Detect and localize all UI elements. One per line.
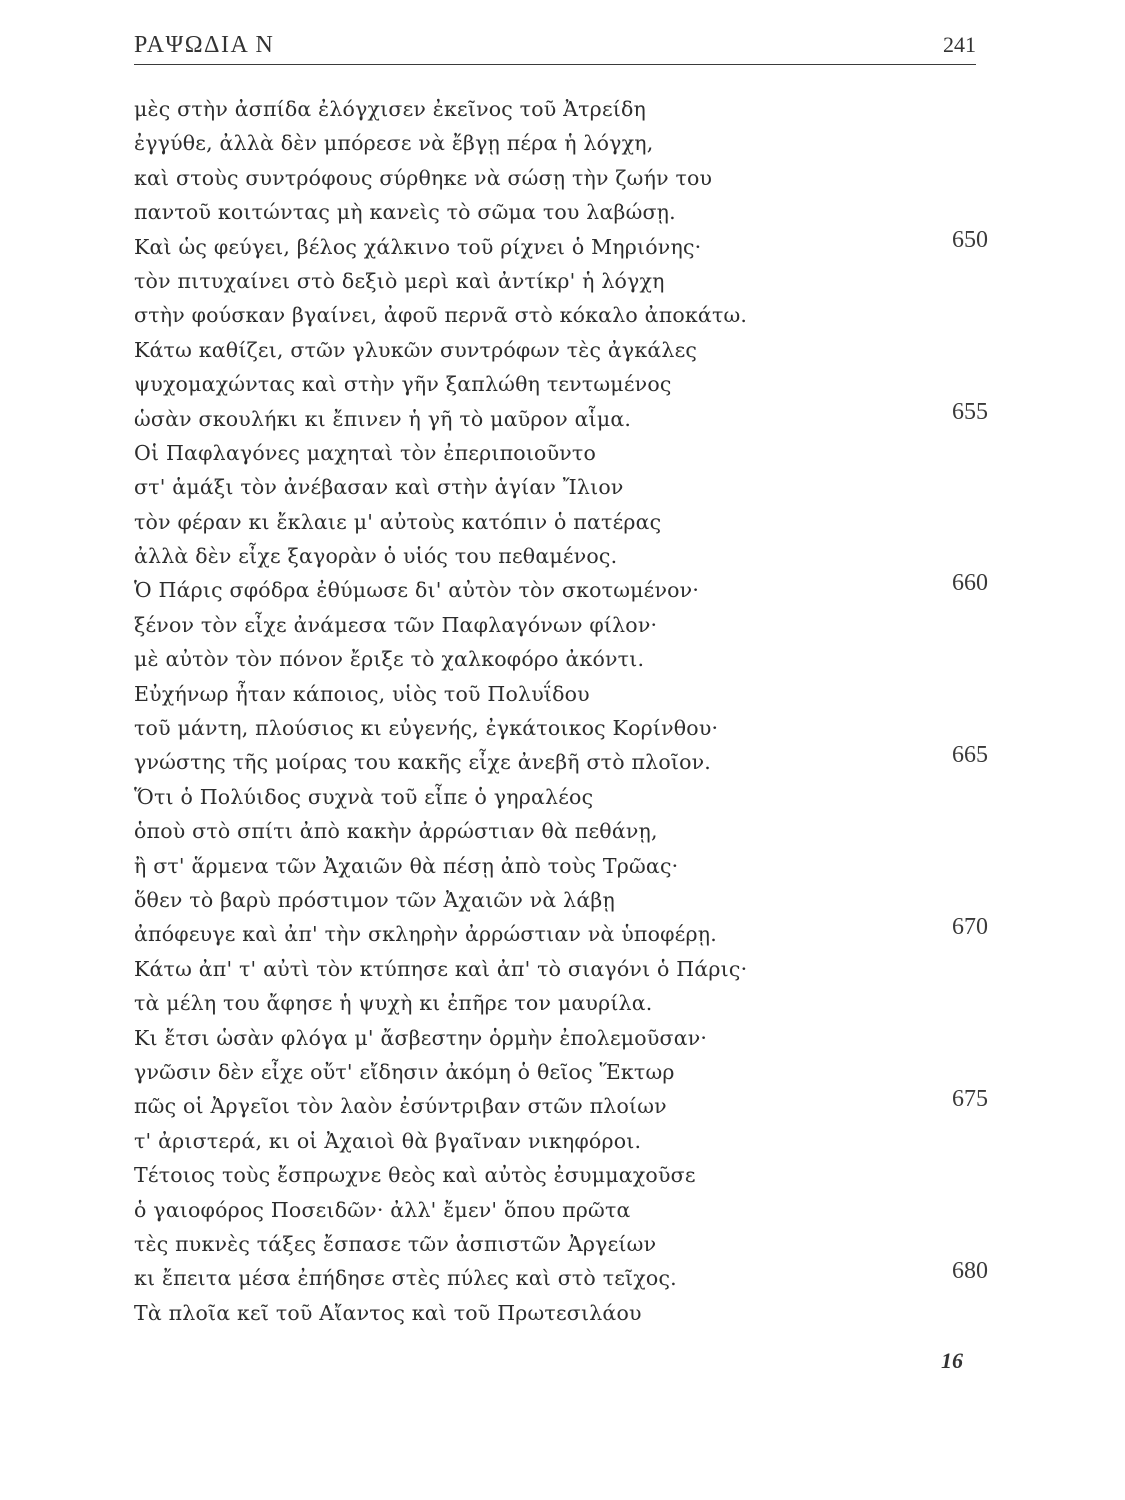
verse-line [134, 226, 994, 264]
verse-text: τοῦ μάντη, πλούσιος κι εὐγενής, ἐγκάτοικος Κορίνθου· [134, 716, 719, 741]
verse-text: κι ἔπειτα μέσα ἐπήδησε στὲς πύλες καὶ στὸ τεῖχος. [134, 1266, 677, 1291]
verse-text: γνῶσιν δὲν εἶχε οὔτ' εἴδησιν ἀκόμη ὁ θεῖος Ἕκτωρ [134, 1059, 675, 1084]
verse-line [134, 367, 994, 401]
verse-text: ὁποὺ στὸ σπίτι ἀπὸ κακὴν ἀρρώστιαν θὰ πεθάνῃ, [134, 819, 658, 844]
verse-text: παντοῦ κοιτώντας μὴ κανεὶς τὸ σῶμα του λαβώσῃ. [134, 200, 676, 225]
verse-text: ὡσὰν σκουλήκι κι ἔπινεν ἡ γῆ τὸ μαῦρον αἷμα. [134, 406, 632, 431]
verse-line [134, 470, 994, 504]
verse-text: ἀλλὰ δὲν εἶχε ξαγορὰν ὁ υἱός του πεθαμένος. [134, 544, 618, 569]
line-number: 655 [952, 398, 988, 425]
verse-text: Κάτω ἀπ' τ' αὐτὶ τὸν κτύπησε καὶ ἀπ' τὸ σιαγόνι ὁ Πάρις· [134, 956, 748, 981]
verse-line [134, 1086, 994, 1123]
verse-line [134, 952, 994, 986]
verse-line [134, 298, 994, 332]
verse-text: Τέτοιος τοὺς ἔσπρωχνε θεὸς καὶ αὐτὸς ἐσυμμαχοῦσε [134, 1163, 696, 1188]
verse-text: στ' ἁμάξι τὸν ἀνέβασαν καὶ στὴν ἁγίαν Ἴλιον [134, 475, 624, 500]
verse-text: Τὰ πλοῖα κεῖ τοῦ Αἴαντος καὶ τοῦ Πρωτεσιλάου [134, 1300, 642, 1325]
verse-text: τὲς πυκνὲς τάξες ἔσπασε τῶν ἀσπιστῶν Ἀργείων [134, 1231, 657, 1256]
verse-line [134, 814, 994, 848]
verse-line [134, 1158, 994, 1192]
line-number: 670 [952, 914, 988, 941]
verse-line [134, 742, 994, 779]
page-number: 241 [943, 32, 976, 57]
verse-line [134, 711, 994, 745]
verse-text: γνώστης τῆς μοίρας του κακῆς εἶχε ἀνεβῆ στὸ πλοῖον. [134, 750, 712, 775]
verse-text: ἀπόφευγε καὶ ἀπ' τὴν σκληρὴν ἀρρώστιαν νὰ ὑποφέρῃ. [134, 922, 717, 947]
verse-text: τὸν πιτυχαίνει στὸ δεξιὸ μερὶ καὶ ἀντίκρ' ἡ λόγχη [134, 268, 665, 293]
verse-line [134, 398, 994, 436]
verse-line [134, 677, 994, 711]
verse-line [134, 126, 994, 160]
verse-line [134, 1258, 994, 1295]
verse-line [134, 986, 994, 1020]
verse-text: τ' ἀριστερά, κι οἱ Ἀχαιοὶ θὰ βγαῖναν νικηφόροι. [134, 1128, 642, 1153]
verse-line [134, 539, 994, 573]
verse-line [134, 849, 994, 883]
verse-text: Οἱ Παφλαγόνες μαχηταὶ τὸν ἐπεριποιοῦντο [134, 440, 597, 465]
verse-text: τὰ μέλη του ἄφησε ἡ ψυχὴ κι ἐπῆρε τον μαυρίλα. [134, 991, 653, 1016]
verse-line [134, 333, 994, 367]
verse-text: καὶ στοὺς συντρόφους σύρθηκε νὰ σώσῃ τὴν ζωήν του [134, 165, 713, 190]
verse-line [134, 1296, 994, 1330]
verse-line [134, 264, 994, 298]
chapter-title: ΡΑΨΩΔΙΑ Ν [134, 32, 275, 58]
verse-text: Ὁ Πάρις σφόδρα ἐθύμωσε δι' αὐτὸν τὸν σκοτωμένον· [134, 578, 700, 603]
verse-text: ὅθεν τὸ βαρὺ πρόστιμον τῶν Ἀχαιῶν νὰ λάβῃ [134, 887, 615, 912]
verse-text: στὴν φούσκαν βγαίνει, ἀφοῦ περνᾶ στὸ κόκαλο ἀποκάτω. [134, 303, 748, 328]
running-head [134, 28, 976, 65]
verse-line [134, 1021, 994, 1055]
verse-line [134, 161, 994, 195]
signature-mark: 16 [941, 1348, 963, 1373]
verse-line [134, 914, 994, 951]
verse-text: μὲ αὐτὸν τὸν πόνον ἔριξε τὸ χαλκοφόρο ἀκόντι. [134, 647, 645, 672]
verse-text: Κι ἔτσι ὡσὰν φλόγα μ' ἄσβεστην ὁρμὴν ἐπολεμοῦσαν· [134, 1025, 708, 1050]
verse-list [134, 92, 994, 1330]
line-number: 675 [952, 1086, 988, 1113]
verse-line [134, 570, 994, 607]
verse-text: ψυχομαχώντας καὶ στὴν γῆν ξαπλώθη τεντωμένος [134, 372, 672, 397]
verse-line [134, 1193, 994, 1227]
verse-text: Κάτω καθίζει, στῶν γλυκῶν συντρόφων τὲς ἀγκάλες [134, 337, 698, 362]
verse-text: πῶς οἱ Ἀργεῖοι τὸν λαὸν ἐσύντριβαν στῶν πλοίων [134, 1094, 667, 1119]
verse-line [134, 1124, 994, 1158]
verse-text: μὲς στὴν ἀσπίδα ἐλόγχισεν ἐκεῖνος τοῦ Ἀτρείδη [134, 97, 647, 121]
verse-text: ἐγγύθε, ἀλλὰ δὲν μπόρεσε νὰ ἔβγῃ πέρα ἡ λόγχη, [134, 131, 654, 156]
verse-line [134, 642, 994, 676]
line-number: 665 [952, 742, 988, 769]
verse-text: Ὅτι ὁ Πολύιδος συχνὰ τοῦ εἶπε ὁ γηραλέος [134, 784, 594, 809]
verse-text: ἢ στ' ἅρμενα τῶν Ἀχαιῶν θὰ πέσῃ ἀπὸ τοὺς Τρῶας· [134, 853, 679, 878]
verse-line [134, 1227, 994, 1261]
line-number: 660 [952, 570, 988, 597]
verse-line [134, 883, 994, 917]
verse-line [134, 195, 994, 229]
verse-text: Καὶ ὡς φεύγει, βέλος χάλκινο τοῦ ρίχνει ὁ Μηριόνης· [134, 234, 702, 259]
verse-line [134, 92, 994, 126]
verse-line [134, 780, 994, 814]
verse-text: ξένον τὸν εἶχε ἀνάμεσα τῶν Παφλαγόνων φίλον· [134, 612, 658, 637]
verse-line [134, 608, 994, 642]
line-number: 650 [952, 226, 988, 253]
verse-line [134, 505, 994, 539]
verse-text: ὁ γαιοφόρος Ποσειδῶν· ἀλλ' ἔμεν' ὅπου πρῶτα [134, 1197, 631, 1222]
line-number: 680 [952, 1258, 988, 1285]
verse-text: Εὐχήνωρ ἦταν κάποιος, υἱὸς τοῦ Πολυΐδου [134, 681, 590, 706]
verse-line [134, 436, 994, 470]
verse-text: τὸν φέραν κι ἔκλαιε μ' αὐτοὺς κατόπιν ὁ πατέρας [134, 509, 662, 534]
verse-line [134, 1055, 994, 1089]
